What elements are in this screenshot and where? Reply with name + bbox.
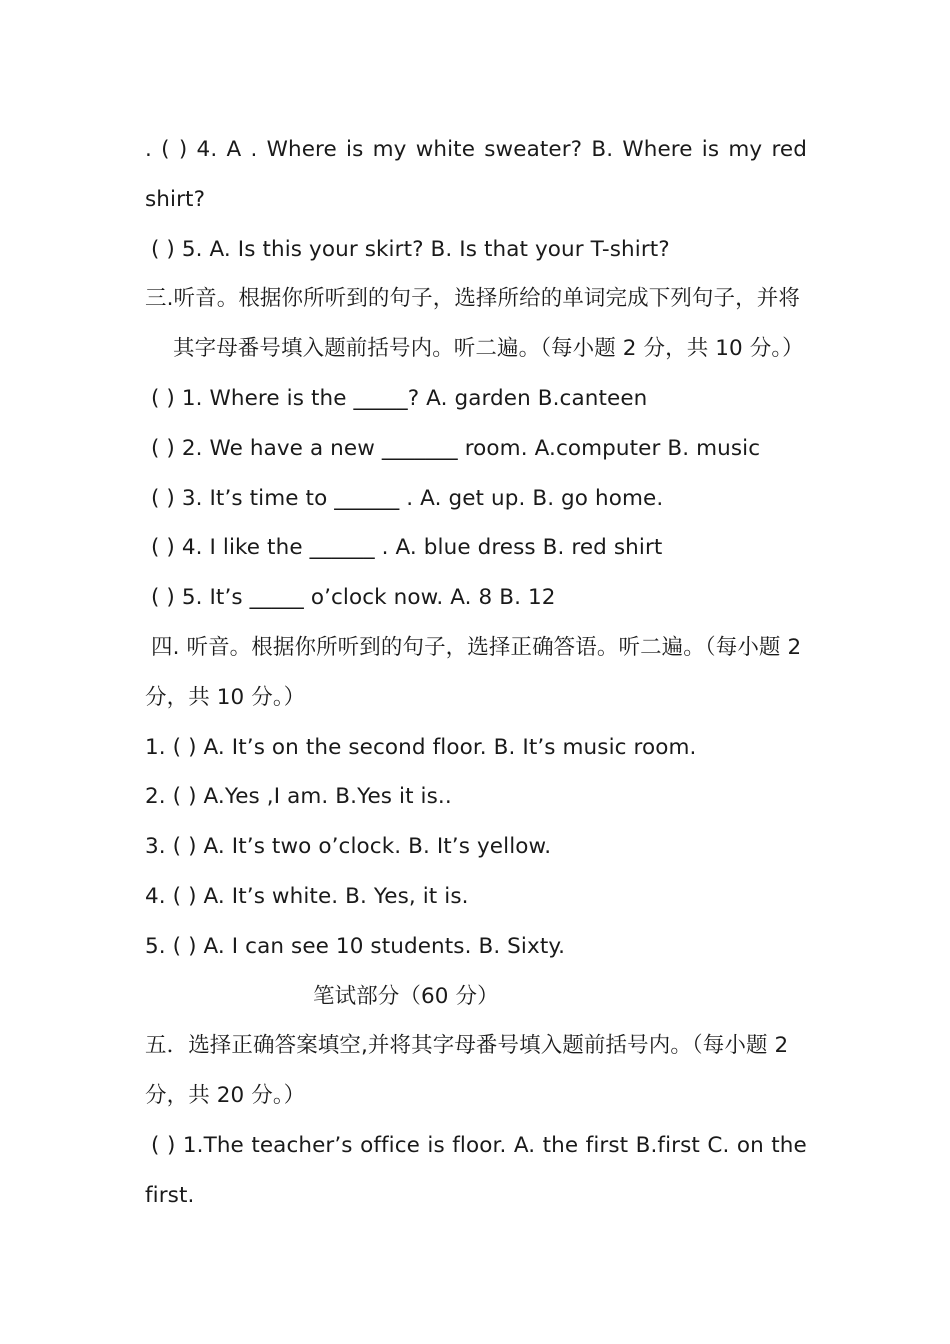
section-3-heading: 三.听音。根据你所听到的句子，选择所给的单词完成下列句子，并将 — [145, 286, 800, 312]
word: B.first — [635, 1132, 700, 1158]
word: ) — [166, 1132, 176, 1158]
section-3-instructions: 其字母番号填入题前括号内。听二遍。（每小题 2 分，共 10 分。） — [173, 336, 804, 362]
section-3-question-1: ( ) 1. Where is the _____? A. garden B.canteen — [151, 385, 648, 411]
word: ( — [161, 137, 170, 162]
word: . — [250, 137, 258, 162]
section-5-question-1-continuation: first. — [145, 1182, 195, 1208]
section-3-question-5: ( ) 5. It’s _____ o’clock now. A. 8 B. 12 — [151, 585, 556, 611]
section-5-heading: 五．选择正确答案填空,并将其字母番号填入题前括号内。（每小题 2 — [145, 1033, 789, 1059]
word: office — [360, 1132, 420, 1158]
section-4-instructions: 分，共 10 分。） — [145, 684, 306, 710]
word: . — [145, 137, 152, 162]
word: first — [585, 1132, 629, 1158]
document-page — [145, 125, 807, 1221]
word: white — [415, 137, 476, 162]
section-5-question-1 — [145, 1121, 807, 1171]
word: 4. — [196, 137, 218, 162]
word: Where — [622, 137, 693, 162]
section-4-question-3: 3. ( ) A. It’s two o’clock. B. It’s yellow. — [145, 834, 552, 860]
word: C. — [707, 1132, 730, 1158]
word: floor. — [452, 1132, 507, 1158]
section-4-question-5: 5. ( ) A. I can see 10 students. B. Sixty. — [145, 933, 566, 959]
section-3-question-4: ( ) 4. I like the ______ . A. blue dress B. red shirt — [151, 535, 663, 561]
word: B. — [591, 137, 614, 162]
word: ) — [178, 137, 188, 162]
section-5-instructions: 分，共 20 分。） — [145, 1083, 306, 1109]
section-4-question-4: 4. ( ) A. It’s white. B. Yes, it is. — [145, 883, 469, 909]
written-part-title: 笔试部分（60 分） — [313, 983, 499, 1009]
word: Where — [266, 137, 337, 162]
question-4-continuation: shirt? — [145, 186, 206, 212]
word: sweater? — [484, 137, 583, 162]
section-4-heading: 四. 听音。根据你所听到的句子，选择正确答语。听二遍。（每小题 2 — [151, 634, 802, 660]
word: red — [771, 137, 807, 162]
word: my — [728, 137, 763, 162]
word: my — [372, 137, 407, 162]
question-5-line: ( ) 5. A. Is this your skirt? B. Is that your T-shirt? — [151, 236, 670, 262]
word: on — [736, 1132, 764, 1158]
section-4-question-1: 1. ( ) A. It’s on the second floor. B. It’s music room. — [145, 734, 697, 760]
word: is — [701, 137, 720, 162]
word: the — [542, 1132, 579, 1158]
word: is — [427, 1132, 445, 1158]
question-4-line — [145, 125, 807, 175]
word: A — [226, 137, 242, 162]
word: the — [771, 1132, 807, 1158]
word: 1.The — [182, 1132, 244, 1158]
word: teacher’s — [251, 1132, 353, 1158]
section-3-question-3: ( ) 3. It’s time to ______ . A. get up. B. go home. — [151, 485, 664, 511]
section-4-question-2: 2. ( ) A.Yes ,I am. B.Yes it is.. — [145, 784, 452, 810]
word: ( — [151, 1132, 160, 1158]
section-3-question-2: ( ) 2. We have a new _______ room. A.computer B. music — [151, 435, 761, 461]
word: A. — [513, 1132, 536, 1158]
word: is — [346, 137, 364, 162]
